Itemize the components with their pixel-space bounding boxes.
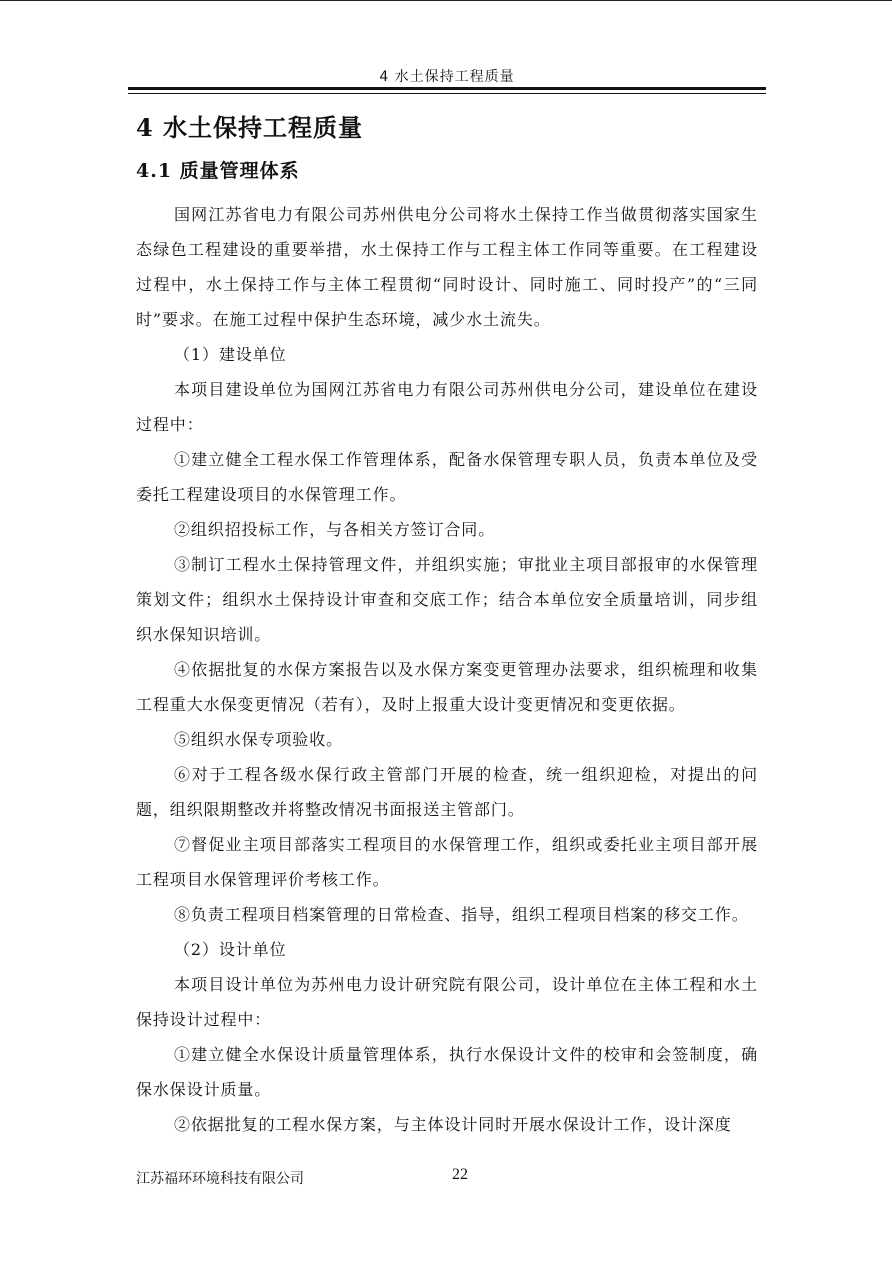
list-item-8: ⑧负责工程项目档案管理的日常检查、指导，组织工程项目档案的移交工作。	[174, 905, 749, 924]
page-number: 22	[452, 1166, 468, 1183]
design-list-item-1: ①建立健全水保设计质量管理体系，执行水保设计文件的校审和会签制度，确保水保设计质量。	[136, 1045, 758, 1099]
list-item-3: ③制订工程水土保持管理文件，并组织实施；审批业主项目部报审的水保管理策划文件；组织水土保持设计审查和交底工作；结合本单位安全质量培训，同步组织水保知识培训。	[136, 555, 758, 644]
section-title: 4.1 质量管理体系	[136, 160, 300, 182]
list-item-1: ①建立健全工程水保工作管理体系，配备水保管理专职人员，负责本单位及受委托工程建设项目的水保管理工作。	[136, 450, 758, 504]
list-item-5: ⑤组织水保专项验收。	[174, 730, 344, 749]
list-item-6: ⑥对于工程各级水保行政主管部门开展的检查，统一组织迎检，对提出的问题，组织限期整改并将整改情况书面报送主管部门。	[136, 765, 758, 819]
list-item-4: ④依据批复的水保方案报告以及水保方案变更管理办法要求，组织梳理和收集工程重大水保变更情况（若有），及时上报重大设计变更情况和变更依据。	[136, 660, 758, 714]
design-list-item-2: ②依据批复的工程水保方案，与主体设计同时开展水保设计工作，设计深度	[174, 1115, 732, 1134]
list-item-7: ⑦督促业主项目部落实工程项目的水保管理工作，组织或委托业主项目部开展工程项目水保管理评价考核工作。	[136, 835, 758, 889]
body-text	[136, 197, 758, 1142]
running-header: 4 水土保持工程质量	[379, 69, 515, 85]
paragraph-construction-unit: 本项目建设单位为国网江苏省电力有限公司苏州供电分公司，建设单位在建设过程中：	[136, 380, 758, 434]
footer-company: 江苏福环环境科技有限公司	[136, 1171, 304, 1187]
header-rule-thick	[128, 87, 766, 90]
header-rule-thin	[128, 93, 766, 94]
list-item-2: ②组织招投标工作，与各相关方签订合同。	[174, 520, 496, 539]
paragraph-design-unit: 本项目设计单位为苏州电力设计研究院有限公司，设计单位在主体工程和水土保持设计过程中：	[136, 975, 758, 1029]
page-top-border	[0, 0, 892, 1]
paragraph-intro: 国网江苏省电力有限公司苏州供电分公司将水土保持工作当做贯彻落实国家生态绿色工程建设的重要举措，水土保持工作与工程主体工作同等重要。在工程建设过程中，水土保持工作与主体工程贯彻“同时设计、同时施工、同时投产”的“三同时”要求。在施工过程中保护生态环境，减少水土流失。	[136, 205, 758, 329]
subheading-design-unit: （2）设计单位	[174, 940, 287, 959]
subheading-construction-unit: （1）建设单位	[174, 345, 287, 364]
chapter-title: 4 水土保持工程质量	[136, 113, 364, 142]
